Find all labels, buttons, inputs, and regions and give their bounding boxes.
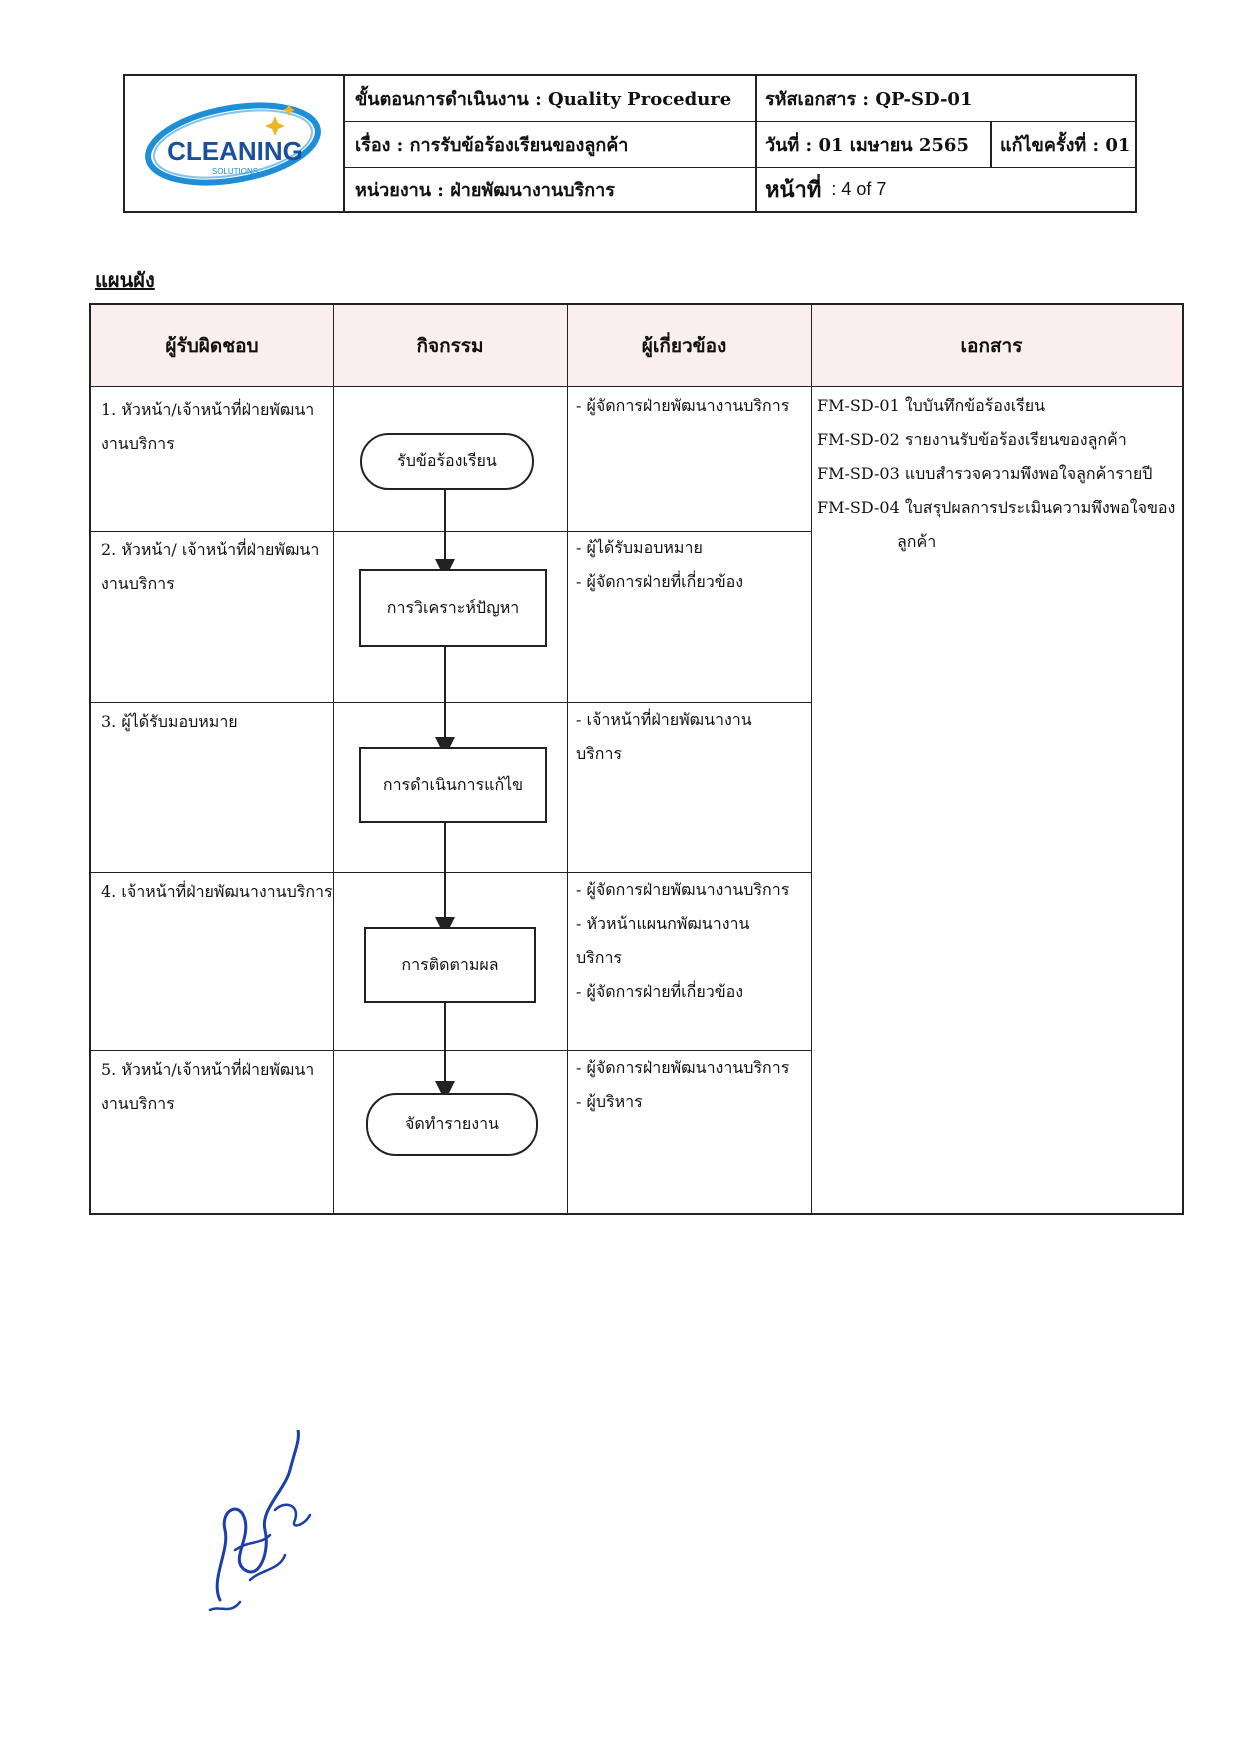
document-item: ลูกค้า	[897, 532, 937, 551]
table-row-5-related: - ผู้จัดการฝ่ายพัฒนางานบริการ - ผู้บริหาร	[576, 1058, 790, 1111]
table-row-3-related: - เจ้าหน้าที่ฝ่ายพัฒนางาน บริการ	[576, 710, 752, 763]
document-item: FM-SD-03 แบบสำรวจความพึงพอใจลูกค้ารายปี	[817, 464, 1153, 483]
subject-cell: เรื่อง : การรับข้อร้องเรียนของลูกค้า	[345, 122, 755, 168]
logo-subtext: SOLUTIONS	[211, 167, 259, 176]
column-header-related: ผู้เกี่ยวข้อง	[641, 335, 727, 357]
table-row-3-responsible: 3. ผู้ได้รับมอบหมาย	[101, 712, 238, 731]
revision-cell: แก้ไขครั้งที่ : 01	[990, 122, 1135, 168]
flowchart-table	[89, 303, 1184, 1215]
flow-step-corrective-action: การดำเนินการแก้ไข	[359, 747, 547, 823]
company-logo	[125, 76, 345, 211]
flow-step-follow-up: การติดตามผล	[364, 927, 536, 1003]
document-item: FM-SD-01 ใบบันทึกข้อร้องเรียน	[817, 396, 1046, 415]
table-row-5-responsible: 5. หัวหน้า/เจ้าหน้าที่ฝ่ายพัฒนา งานบริการ	[101, 1060, 315, 1113]
page-label: หน้าที่	[765, 177, 822, 203]
date-cell: วันที่ : 01 เมษายน 2565	[755, 122, 990, 168]
flow-step-analyze-problem: การวิเคราะห์ปัญหา	[359, 569, 547, 647]
table-row-1-related: - ผู้จัดการฝ่ายพัฒนางานบริการ	[576, 396, 790, 415]
column-header-documents: เอกสาร	[960, 335, 1023, 357]
column-header-responsible: ผู้รับผิดชอบ	[165, 335, 259, 357]
table-row-4-related: - ผู้จัดการฝ่ายพัฒนางานบริการ - หัวหน้าแผนกพัฒนางาน บริการ - ผู้จัดการฝ่ายที่เกี่ยวข้อง	[576, 880, 790, 1001]
table-row-2-related: - ผู้ได้รับมอบหมาย - ผู้จัดการฝ่ายที่เกี่ยวข้อง	[576, 538, 744, 591]
document-item: FM-SD-02 รายงานรับข้อร้องเรียนของลูกค้า	[817, 430, 1127, 449]
unit-cell: หน่วยงาน : ฝ่ายพัฒนางานบริการ	[355, 180, 615, 201]
document-header	[123, 74, 1137, 213]
column-header-activity: กิจกรรม	[416, 335, 484, 357]
procedure-cell: ขั้นตอนการดำเนินงาน : Quality Procedure	[345, 76, 755, 122]
page-value: : 4 of 7	[831, 179, 887, 199]
handwritten-signature	[190, 1430, 330, 1630]
flow-step-make-report: จัดทำรายงาน	[366, 1093, 538, 1156]
logo-cell	[125, 76, 345, 211]
document-item: FM-SD-04 ใบสรุปผลการประเมินความพึงพอใจของ	[817, 498, 1176, 517]
logo-text: CLEANING	[167, 136, 303, 166]
table-row-4-responsible: 4. เจ้าหน้าที่ฝ่ายพัฒนางานบริการ	[101, 882, 333, 901]
doc-code-cell: รหัสเอกสาร : QP-SD-01	[755, 76, 1135, 122]
documents-list	[817, 389, 1175, 559]
flow-step-receive-complaint: รับข้อร้องเรียน	[360, 433, 534, 490]
table-row-1-responsible: 1. หัวหน้า/เจ้าหน้าที่ฝ่ายพัฒนา งานบริการ	[101, 400, 315, 453]
page-cell	[755, 168, 1135, 211]
section-title: แผนผัง	[95, 268, 155, 292]
table-row-2-responsible: 2. หัวหน้า/ เจ้าหน้าที่ฝ่ายพัฒนา งานบริการ	[101, 540, 320, 593]
